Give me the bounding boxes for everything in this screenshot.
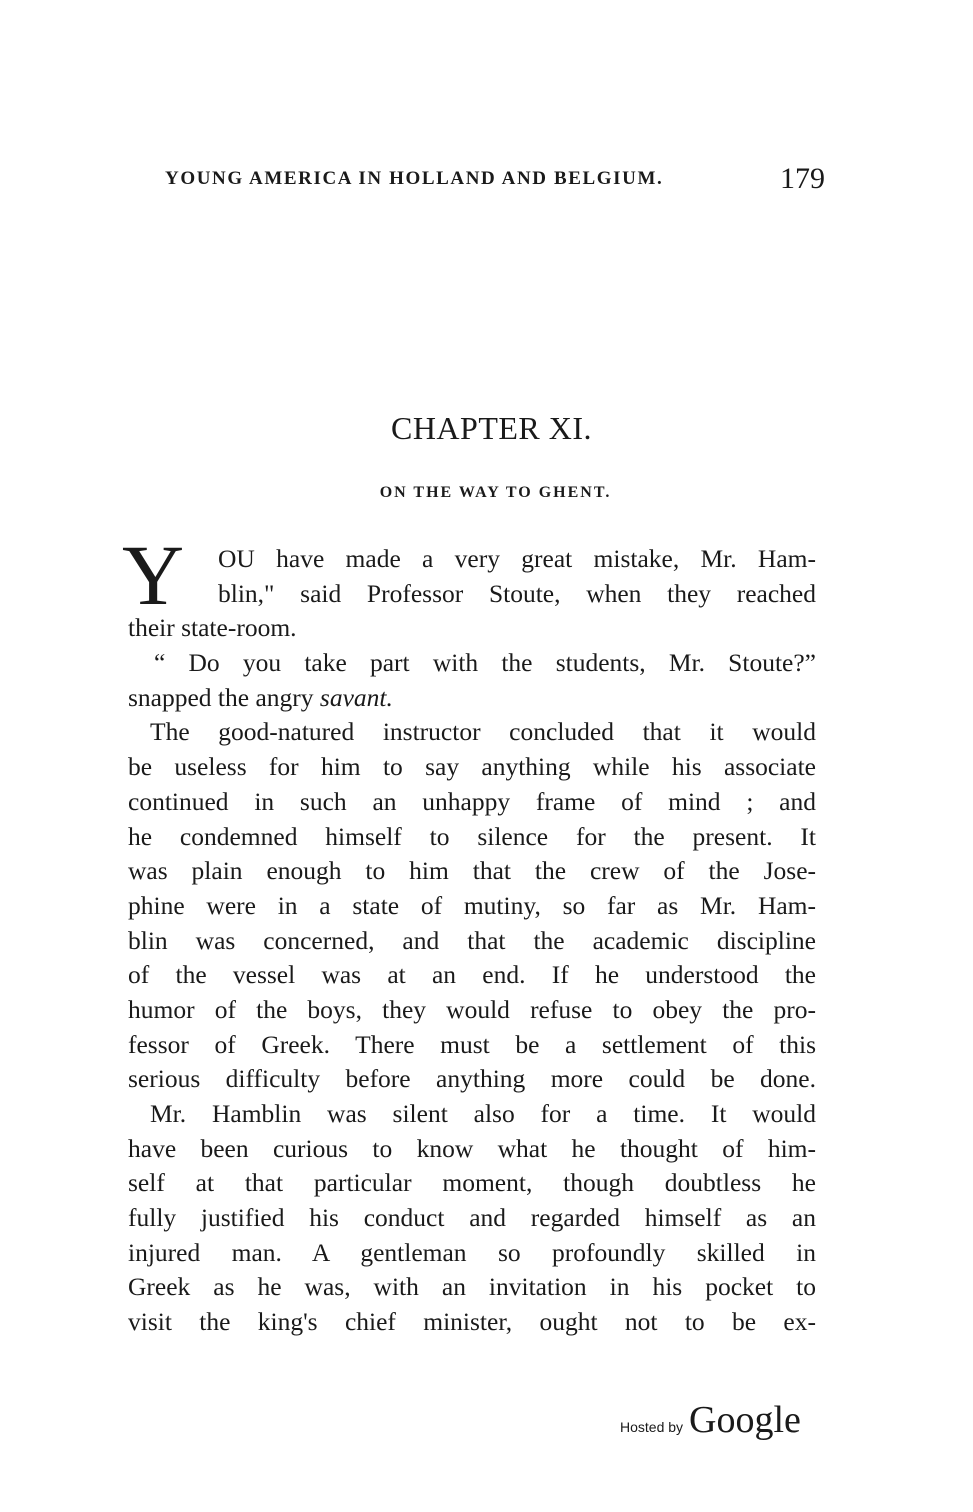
- running-head: [165, 162, 825, 195]
- text-line: have been curious to know what he thought of him-: [128, 1133, 816, 1163]
- text-line: fessor of Greek. There must be a settlement of this: [128, 1029, 816, 1059]
- page-number: 179: [780, 162, 825, 195]
- text-line: “ Do you take part with the students, Mr. Stoute?”: [154, 648, 816, 678]
- text-line: of the vessel was at an end. If he understood the: [128, 960, 816, 990]
- google-logo: Google: [689, 1399, 801, 1441]
- text-line: phine were in a state of mutiny, so far as Mr. Ham-: [128, 890, 816, 920]
- text-line: injured man. A gentleman so profoundly skilled in: [128, 1237, 816, 1267]
- text-line: Mr. Hamblin was silent also for a time. It would: [150, 1099, 816, 1128]
- text-line: fully justified his conduct and regarded himself as an: [128, 1203, 816, 1233]
- hosted-by-attribution: [620, 1398, 801, 1442]
- text-line: blin was concerned, and that the academic discipline: [128, 925, 816, 955]
- text-line: was plain enough to him that the crew of the Jose-: [128, 856, 816, 886]
- body-text: [128, 542, 816, 1340]
- text-line: visit the king's chief minister, ought not to be ex-: [128, 1307, 816, 1337]
- text-line: serious difficulty before anything more could be done.: [128, 1064, 816, 1094]
- hosted-by-label: Hosted by: [620, 1419, 684, 1435]
- text-line: humor of the boys, they would refuse to obey the pro-: [128, 994, 816, 1024]
- running-head-title: YOUNG AMERICA IN HOLLAND AND BELGIUM.: [165, 168, 664, 189]
- chapter-title: CHAPTER XI.: [390, 410, 593, 446]
- text-line: The good-natured instructor concluded that it would: [150, 717, 816, 747]
- drop-cap: Y: [122, 527, 185, 623]
- text-line: [128, 681, 816, 716]
- text-segment: snapped the angry: [128, 682, 314, 712]
- text-line: blin," said Professor Stoute, when they reached: [218, 578, 816, 608]
- text-line: self at that particular moment, though doubtless he: [128, 1168, 816, 1198]
- text-line: be useless for him to say anything while his associate: [128, 752, 816, 782]
- text-line: he condemned himself to silence for the present. It: [128, 821, 816, 851]
- italic-word: savant.: [319, 682, 393, 712]
- text-line: Greek as he was, with an invitation in his pocket to: [128, 1272, 816, 1302]
- text-line: continued in such an unhappy frame of mind ; and: [128, 786, 816, 816]
- text-line: their state-room.: [128, 613, 297, 643]
- text-line: OU have made a very great mistake, Mr. Ham-: [218, 544, 816, 573]
- chapter-subtitle: ON THE WAY TO GHENT.: [379, 484, 612, 501]
